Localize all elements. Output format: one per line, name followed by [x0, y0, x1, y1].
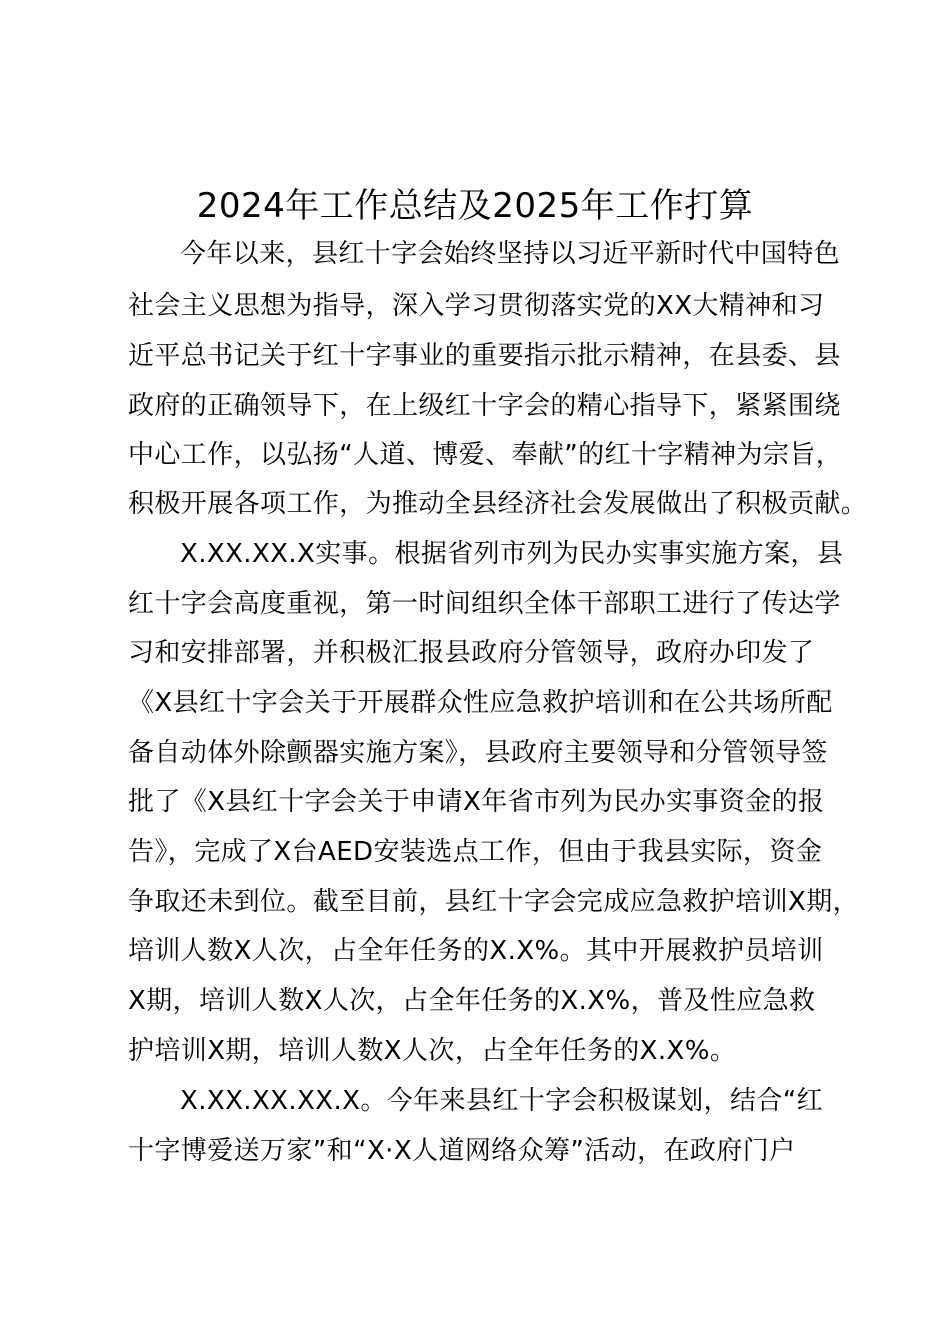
paragraph-line: 告》，完成了X台AED安装选点工作，但由于我县实际，资金 — [128, 837, 823, 867]
paragraph-line: 积极开展各项工作，为推动全县经济社会发展做出了积极贡献。 — [128, 489, 868, 519]
paragraph-line: 近平总书记关于红十字事业的重要指示批示精神，在县委、县 — [128, 341, 841, 371]
paragraph-line: 十字博爱送万家”和“X·X人道网络众筹”活动，在政府门户 — [128, 1136, 796, 1166]
paragraph-line: 中心工作，以弘扬“人道、博爱、奉献”的红十字精神为宗旨， — [128, 440, 843, 470]
paragraph-line: 批了《X县红十字会关于申请X年省市列为民办实事资金的报 — [128, 787, 825, 817]
paragraph-line: X.XX.XX.X实事。根据省列市列为民办实事实施方案，县 — [180, 539, 844, 569]
paragraph-line: X.XX.XX.XX.X。今年来县红十字会积极谋划，结合“红 — [180, 1086, 824, 1116]
paragraph-line: 争取还未到位。截至目前，县红十字会完成应急救护培训X期， — [128, 887, 860, 917]
paragraph-line: 备自动体外除颤器实施方案》，县政府主要领导和分管领导签 — [128, 738, 828, 768]
paragraph-line: 习和安排部署，并积极汇报县政府分管领导，政府办印发了 — [128, 638, 815, 668]
paragraph-line: 培训人数X人次，占全年任务的X.X%。其中开展救护员培训 — [128, 936, 824, 966]
paragraph-line: 《X县红十字会关于开展群众性应急救护培训和在公共场所配 — [128, 688, 833, 718]
document-title: 2024年工作总结及2025年工作打算 — [196, 186, 754, 226]
paragraph-line: X期，培训人数X人次，占全年任务的X.X%，普及性应急救 — [128, 986, 816, 1016]
paragraph-line: 今年以来，县红十字会始终坚持以习近平新时代中国特色 — [180, 239, 841, 269]
paragraph-line: 政府的正确领导下，在上级红十字会的精心指导下，紧紧围绕 — [128, 391, 841, 421]
paragraph-line: 红十字会高度重视，第一时间组织全体干部职工进行了传达学 — [128, 589, 841, 619]
paragraph-line: 社会主义思想为指导，深入学习贯彻落实党的XX大精神和习 — [128, 291, 825, 321]
paragraph-line: 护培训X期，培训人数X人次，占全年任务的X.X%。 — [128, 1036, 737, 1066]
